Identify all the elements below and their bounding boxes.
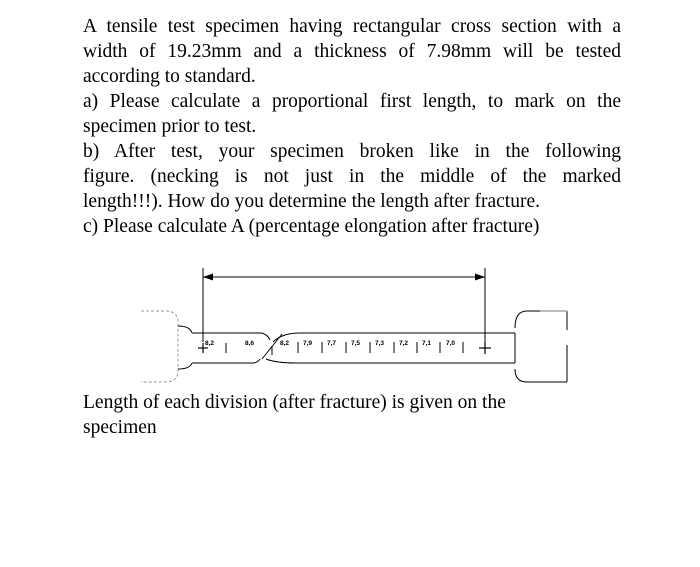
division-label-right-7: 7,1 — [422, 340, 432, 347]
division-label-right-1: 8,2 — [280, 340, 290, 347]
division-label-left-2: 8,6 — [245, 340, 255, 347]
question-line-6: b) After test, your specimen broken like in the following — [83, 141, 621, 162]
division-label-right-2: 7,9 — [303, 340, 313, 347]
specimen-right-piece — [266, 333, 515, 363]
question-line-7: figure. (necking is not just in the middle of the marked — [83, 166, 621, 187]
caption-line-1: Length of each division (after fracture) is given on the — [83, 392, 506, 413]
question-line-5: specimen prior to test. — [83, 116, 257, 137]
question-line-1: A tensile test specimen having rectangular cross section with a — [83, 16, 621, 37]
figure-caption — [83, 390, 603, 440]
arrowhead-right — [475, 274, 485, 281]
right-grip-outline — [515, 311, 567, 382]
gauge-length-dimension — [203, 268, 485, 342]
division-label-right-4: 7,5 — [351, 340, 361, 347]
arrowhead-left — [203, 274, 213, 281]
division-label-left-1: 8,2 — [205, 340, 215, 347]
gauge-mark-right — [479, 342, 491, 354]
division-label-right-8: 7,0 — [446, 340, 456, 347]
left-grip-outline — [141, 311, 178, 382]
division-label-right-3: 7,7 — [327, 340, 337, 347]
left-grip-inner — [178, 326, 192, 369]
question-line-2: width of 19.23mm and a thickness of 7.98mm will be tested — [83, 41, 621, 62]
division-label-right-6: 7,2 — [399, 340, 409, 347]
question-line-9: c) Please calculate A (percentage elongation after fracture) — [83, 216, 540, 237]
caption-line-2: specimen — [83, 417, 157, 438]
question-line-8: length!!!). How do you determine the length after fracture. — [83, 191, 540, 212]
question-line-3: according to standard. — [83, 66, 256, 87]
division-label-right-5: 7,3 — [375, 340, 385, 347]
question-line-4: a) Please calculate a proportional first length, to mark on the — [83, 91, 621, 112]
